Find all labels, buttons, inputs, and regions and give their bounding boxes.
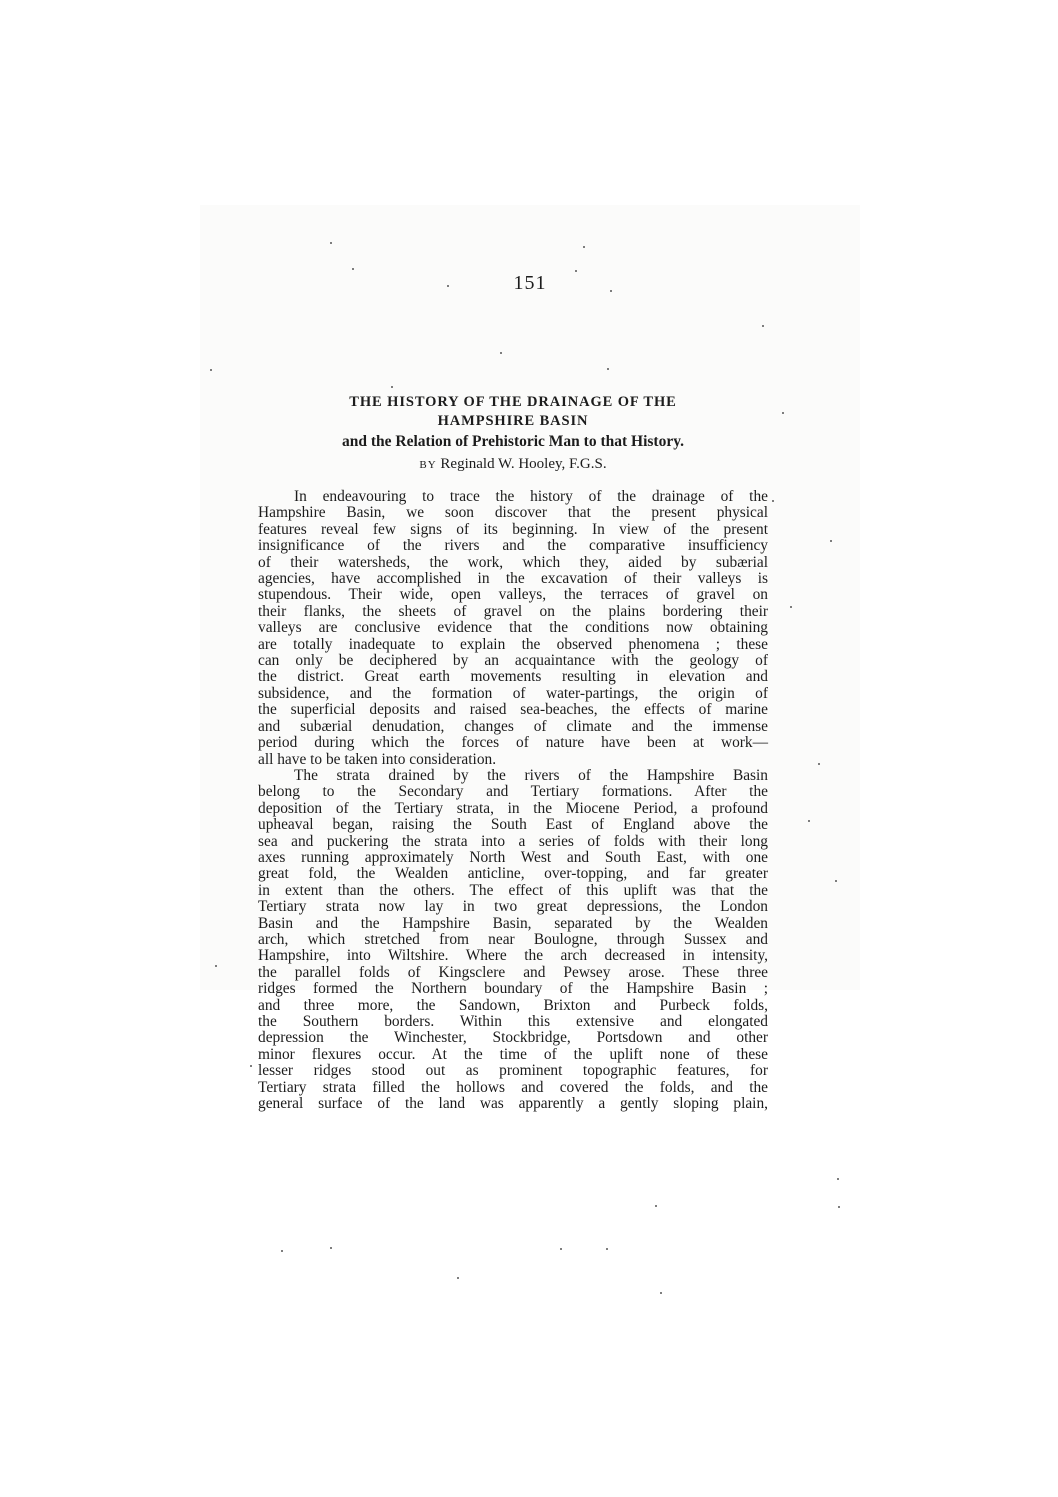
page-number: 151 [513, 272, 547, 294]
scan-speck [447, 285, 449, 287]
article-title-line-2: HAMPSHIRE BASIN [437, 413, 589, 429]
text-line: and subærial denudation, changes of climate and the immense [258, 717, 768, 735]
text-line: belong to the Secondary and Tertiary formations. After the [258, 783, 768, 801]
text-line: can only be deciphered by an acquaintance with the geology of [258, 652, 768, 670]
text-line: insignificance of the rivers and the comparative insufficiency [258, 537, 768, 555]
text-line: the Southern borders. Within this extensive and elongated [258, 1013, 768, 1030]
scan-speck [818, 763, 820, 765]
text-line: sea and puckering the strata into a series of folds with their long [258, 832, 768, 850]
text-line: the superficial deposits and raised sea-beaches, the effects of marine [258, 701, 768, 719]
text-line: and three more, the Sandown, Brixton and Purbeck folds, [258, 996, 768, 1014]
text-line: features reveal few signs of its beginning. In view of the present [258, 520, 768, 538]
text-line: subsidence, and the formation of water-partings, the origin of [258, 684, 768, 702]
text-line: stupendous. Their wide, open valleys, the terraces of gravel on [258, 586, 768, 604]
scan-speck [830, 540, 832, 542]
scan-speck [281, 1250, 283, 1252]
text-line: minor flexures occur. At the time of the uplift none of these [258, 1045, 768, 1063]
text-line: axes running approximately North West and South East, with one [258, 848, 768, 866]
scan-speck [560, 1248, 562, 1250]
byline-prefix: BY [419, 459, 437, 471]
scan-speck [352, 268, 354, 270]
article-title-line-1: THE HISTORY OF THE DRAINAGE OF THE [349, 394, 677, 410]
text-line: period during which the forces of nature have been at work— [258, 734, 768, 752]
scan-speck [391, 386, 393, 388]
article-body [258, 489, 768, 1112]
text-line: The strata drained by the rivers of the Hampshire Basin [294, 766, 768, 784]
text-line: of their watersheds, the work, which they, aided by subærial [258, 553, 768, 571]
scan-speck [575, 270, 577, 272]
scan-speck [457, 1277, 459, 1279]
scan-speck [610, 290, 612, 292]
text-line: Basin and the Hampshire Basin, separated by the Wealden [258, 914, 768, 932]
scan-speck [790, 606, 792, 608]
text-line: valleys are conclusive evidence that the conditions now obtaining [258, 619, 768, 637]
scan-speck [215, 965, 217, 967]
scan-speck [606, 1248, 608, 1250]
text-line: arch, which stretched from near Boulogne, through Sussex and [258, 930, 768, 948]
text-line: general surface of the land was apparently a gently sloping plain, [258, 1095, 768, 1113]
scan-speck [607, 368, 609, 370]
scan-speck [782, 412, 784, 414]
text-line: Tertiary strata now lay in two great depressions, the London [258, 898, 768, 916]
text-line: ridges formed the Northern boundary of the Hampshire Basin ; [258, 980, 768, 998]
scan-speck [772, 500, 774, 502]
scan-speck [838, 1206, 840, 1208]
text-line: In endeavouring to trace the history of the drainage of the [294, 488, 768, 505]
scan-speck [835, 880, 837, 882]
scan-speck [250, 1065, 252, 1067]
article-subtitle: and the Relation of Prehistoric Man to that History. [342, 433, 684, 450]
scan-speck [655, 1205, 657, 1207]
text-line: their flanks, the sheets of gravel on the plains bordering their [258, 602, 768, 620]
article-heading [258, 393, 768, 475]
text-line: in extent than the others. The effect of this uplift was that the [258, 881, 768, 899]
text-line: upheaval began, raising the South East of England above the [258, 816, 768, 834]
text-line: agencies, have accomplished in the excavation of their valleys is [258, 570, 768, 588]
scan-speck [762, 325, 764, 327]
author-name: Reginald W. Hooley, F.G.S. [440, 456, 607, 472]
scan-speck [330, 242, 332, 244]
scan-speck [837, 1178, 839, 1180]
text-line: depression the Winchester, Stockbridge, Portsdown and other [258, 1029, 768, 1047]
scan-speck [808, 820, 810, 822]
text-line: all have to be taken into consideration. [258, 750, 497, 768]
byline [258, 455, 768, 475]
scan-speck [330, 1247, 332, 1249]
text-line: the parallel folds of Kingsclere and Pewsey arose. These three [258, 963, 768, 981]
scan-speck [660, 1292, 662, 1294]
text-line: lesser ridges stood out as prominent topographic features, for [258, 1062, 768, 1080]
scan-speck [210, 369, 212, 371]
text-line: the district. Great earth movements resulting in elevation and [258, 668, 768, 686]
text-line: great fold, the Wealden anticline, over-topping, and far greater [258, 865, 768, 883]
text-line: deposition of the Tertiary strata, in the Miocene Period, a profound [258, 799, 768, 817]
text-line: Hampshire Basin, we soon discover that the present physical [258, 504, 768, 522]
scan-speck [583, 246, 585, 248]
text-line: Hampshire, into Wiltshire. Where the arch decreased in intensity, [258, 947, 768, 965]
text-line: Tertiary strata filled the hollows and covered the folds, and the [258, 1078, 768, 1096]
text-line: are totally inadequate to explain the observed phenomena ; these [258, 635, 768, 653]
scan-speck [500, 352, 502, 354]
